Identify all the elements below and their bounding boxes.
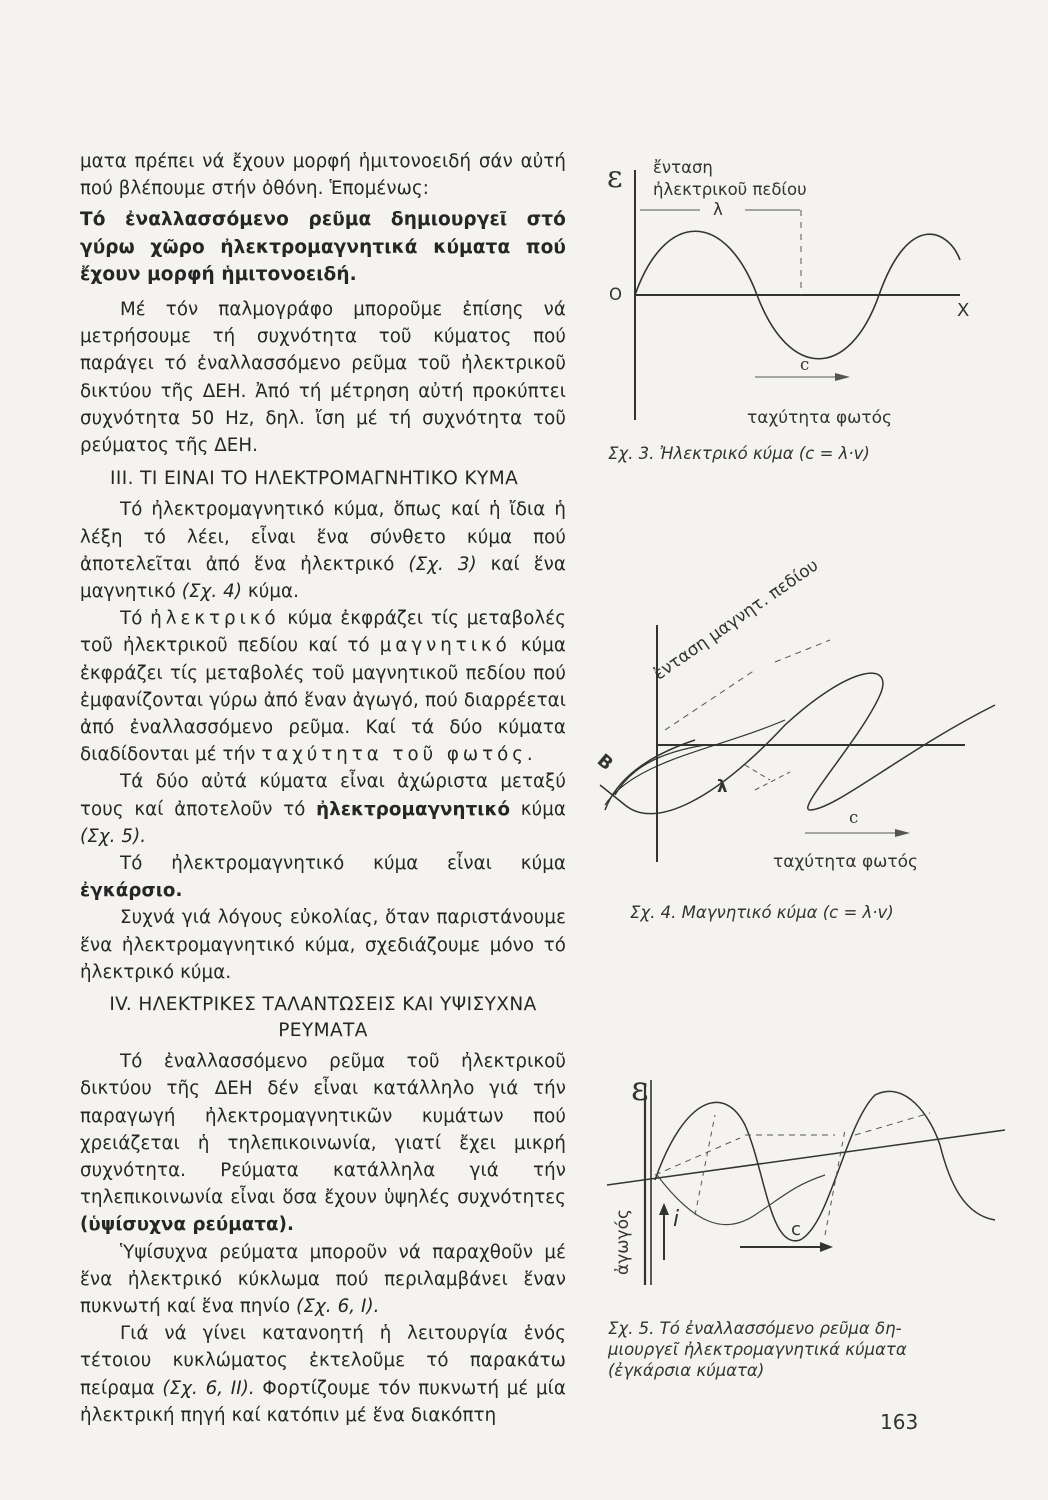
main-text-column (80, 148, 566, 1429)
paragraph-oscilloscope: Μέ τόν παλμογράφο μποροῦμε ἐπίσης νά μετρήσουμε τή συχνότητα τοῦ κύματος πού παράγει τό ἐναλλασσόμενο ρεῦμα τοῦ ἠλεκτρικοῦ δικτύου τῆς ΔΕΗ. Ἀπό τή μέτρηση αὐτή προκύπτει συχνότητα 50 Hz, δηλ. ἴση μέ τή συχνότητα τοῦ ρεύματος τῆς ΔΕΗ. (80, 299, 566, 457)
paragraph-bold-statement: Τό ἐναλλασσόμενο ρεῦμα δημιουργεῖ στό γύρω χῶρο ἠλεκτρομαγνητικά κύματα πού ἔχουν μορφή ἡμιτονοειδή. (80, 209, 566, 285)
fig5-i-label: i (673, 1207, 680, 1232)
fig3-axis-symbol: ε (607, 160, 623, 195)
fig4-diagonal-label: ἔνταση μαγνητ. πεδίου (650, 555, 823, 685)
paragraph-dei-current: Τό ἐναλλασσόμενο ρεῦμα τοῦ ἠλεκτρικοῦ δικτύου τῆς ΔΕΗ δέν εἶναι κατάλληλο γιά τήν παραγωγή ἠλεκτρομαγνητικῶν κυμάτων πού χρειάζεται ἡ τηλεπικοινωνία, γιατί ἔχει μικρή συχνότητα. Ρεύματα κατάλληλα γιά τήν τηλεπικοινωνία εἶναι ὅσα ἔχουν ὑψηλές συχνότητες (ὑψίσυχνα ρεύματα). (80, 1051, 566, 1236)
fig3-axis-title-1: ἔνταση (653, 158, 713, 177)
fig3-lambda-label: λ (713, 200, 723, 219)
fig4-c-label: c (849, 808, 859, 827)
figure-4-caption: Σχ. 4. Μαγνητικό κύμα (c = λ·v) (630, 903, 894, 922)
fig5-c-label: c (791, 1219, 801, 1240)
paragraph-high-freq: Ὑψίσυχνα ρεύματα μποροῦν νά παραχθοῦν μέ ἕνα ἠλεκτρικό κύκλωμα πού περιλαμβάνει ἕναν πυκνωτή καί ἕνα πηνίο (Σχ. 6, I). (80, 1241, 566, 1317)
fig4-speed-label: ταχύτητα φωτός (773, 852, 919, 872)
fig3-axis-title-2: ἠλεκτρικοῦ πεδίου (653, 180, 807, 199)
page-number: 163 (880, 1410, 919, 1434)
section-heading-iv: IV. ΗΛΕΚΤΡΙΚΕΣ ΤΑΛΑΝΤΩΣΕΙΣ ΚΑΙ ΥΨΙΣΥΧΝΑ ΡΕΥΜΑΤΑ (109, 994, 537, 1042)
figure-4-graphic (592, 600, 1015, 890)
fig5-conductor-label: ἀγωγός (613, 1209, 633, 1275)
fig3-c-label: c (800, 355, 810, 374)
fig4-lambda-label: λ (717, 777, 728, 796)
fig3-x-axis-label: X (957, 300, 970, 321)
figure-3-electric-wave (595, 150, 1015, 470)
figure-4-magnetic-wave (592, 555, 1015, 890)
paragraph-simplification: Συχνά γιά λόγους εὐκολίας, ὅταν παριστάνουμε ἕνα ἠλεκτρομαγνητικό κύμα, σχεδιάζουμε μόνο τό ἠλεκτρικό κύμα. (80, 907, 566, 983)
paragraph-electric-magnetic: Τό ἠλεκτρικό κύμα ἐκφράζει τίς μεταβολές τοῦ ἠλεκτρικοῦ πεδίου καί τό μαγνητικό κύμα ἐκφράζει τίς μεταβολές τοῦ μαγνητικοῦ πεδίου πού ἐμφανίζονται γύρω ἀπό ἕναν ἀγωγό, πού διαρρέεται ἀπό ἐναλλασσόμενο ρεῦμα. Καί τά δύο κύματα διαδίδονται μέ τήν ταχύτητα τοῦ φωτός. (80, 608, 566, 766)
figure-3-caption: Σχ. 3. Ἠλεκτρικό κύμα (c = λ·v) (608, 444, 870, 463)
paragraph-inseparable: Τά δύο αὐτά κύματα εἶναι ἀχώριστα μεταξύ τους καί ἀποτελοῦν τό ἠλεκτρομαγνητικό κύμα (Σχ. 5). (80, 771, 566, 847)
paragraph-em-wave: Τό ἠλεκτρομαγνητικό κύμα, ὅπως καί ἡ ἴδια ἡ λέξη τό λέει, εἶναι ἕνα σύνθετο κύμα πού ἀποτελεῖται ἀπό ἕνα ἠλεκτρικό (Σχ. 3) καί ἕνα μαγνητικό (Σχ. 4) κύμα. (80, 499, 566, 603)
section-heading-iii: III. ΤΙ ΕΙΝΑΙ ΤΟ ΗΛΕΚΤΡΟΜΑΓΝΗΤΙΚΟ ΚΥΜΑ (110, 468, 519, 490)
figure-5-em-wave (595, 1069, 1015, 1290)
paragraph-intro: ματα πρέπει νά ἔχουν μορφή ἡμιτονοειδή σάν αὐτή πού βλέπουμε στήν ὀθόνη. Ἑπομένως: (80, 151, 566, 200)
paragraph-experiment: Γιά νά γίνει κατανοητή ἡ λειτουργία ἑνός τέτοιου κυκλώματος ἐκτελοῦμε τό παρακάτω πείραμα (Σχ. 6, II). Φορτίζουμε τόν πυκνωτή μέ μία ἠλεκτρική πηγή καί κατόπιν μέ ἕνα διακόπτη (80, 1323, 566, 1426)
fig5-e-label: ε (631, 1069, 649, 1109)
paragraph-transverse: Τό ἠλεκτρομαγνητικό κύμα εἶναι κύμα ἐγκάρσιο. (80, 853, 566, 902)
fig3-speed-label: ταχύτητα φωτός (747, 408, 893, 428)
fig4-b-label: B (592, 750, 617, 775)
figure-5-caption: Σχ. 5. Τό ἐναλλασσόμενο ρεῦμα δη- μιουργεῖ ἠλεκτρομαγνητικά κύματα (ἐγκάρσια κύματα) (608, 1319, 907, 1380)
figure-5-graphic (595, 1075, 1015, 1290)
fig3-origin-label: O (609, 285, 622, 304)
